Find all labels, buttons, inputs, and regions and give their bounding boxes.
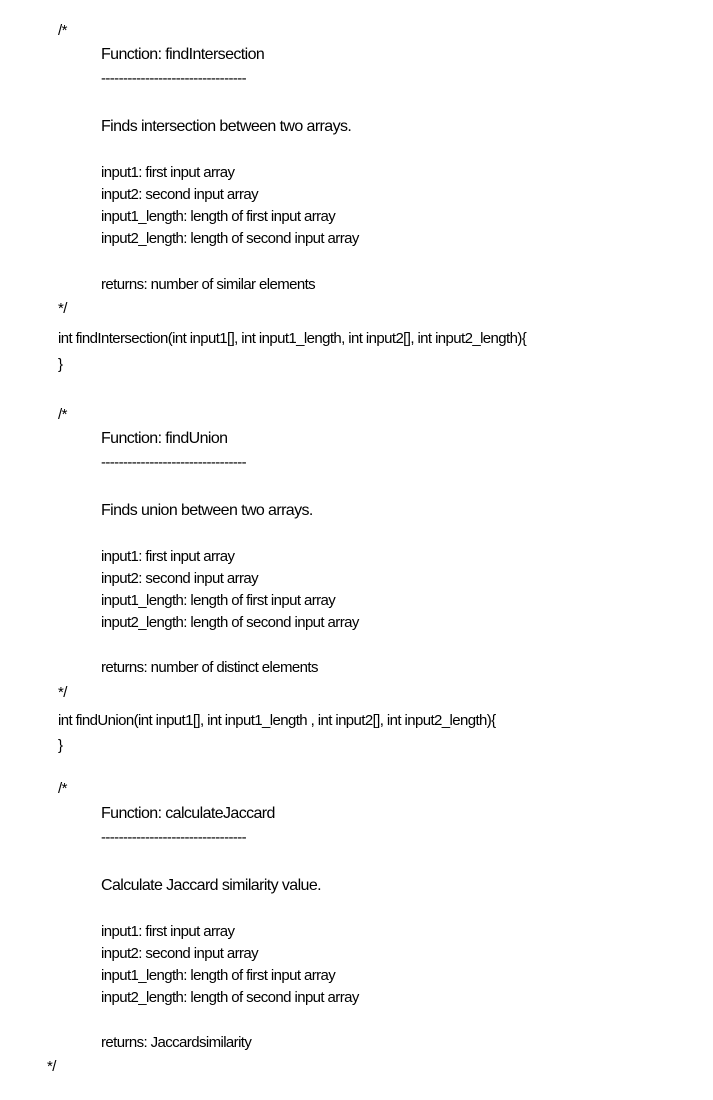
- param-line: input2_length: length of second input array: [101, 989, 359, 1006]
- comment-open: /*: [58, 22, 67, 39]
- param-line: input2_length: length of second input array: [101, 230, 359, 247]
- param-line: input2: second input array: [101, 945, 259, 962]
- returns-line: returns: number of similar elements: [101, 276, 316, 293]
- param-line: input2: second input array: [101, 570, 259, 587]
- param-line: input1_length: length of first input array: [101, 208, 336, 225]
- function-name: Function: findUnion: [101, 430, 228, 447]
- function-body-close: }: [58, 737, 63, 754]
- function-body-close: }: [58, 356, 63, 373]
- comment-open: /*: [58, 406, 67, 423]
- returns-line: returns: number of distinct elements: [101, 659, 318, 676]
- param-line: input1: first input array: [101, 923, 235, 940]
- separator: ---------------------------------: [101, 829, 247, 846]
- comment-close: */: [58, 300, 67, 317]
- returns-line: returns: Jaccardsimilarity: [101, 1034, 252, 1051]
- param-line: input1_length: length of first input array: [101, 967, 336, 984]
- param-line: input2_length: length of second input array: [101, 614, 359, 631]
- function-signature: int findUnion(int input1[], int input1_length , int input2[], int input2_length){: [58, 712, 496, 729]
- comment-close: */: [47, 1058, 56, 1075]
- function-summary: Finds intersection between two arrays.: [101, 118, 352, 135]
- comment-open: /*: [58, 780, 67, 797]
- param-line: input2: second input array: [101, 186, 259, 203]
- param-line: input1: first input array: [101, 164, 235, 181]
- function-name: Function: calculateJaccard: [101, 805, 275, 822]
- param-line: input1_length: length of first input array: [101, 592, 336, 609]
- function-summary: Finds union between two arrays.: [101, 502, 313, 519]
- param-line: input1: first input array: [101, 548, 235, 565]
- separator: ---------------------------------: [101, 70, 247, 87]
- function-summary: Calculate Jaccard similarity value.: [101, 877, 321, 894]
- function-signature: int findIntersection(int input1[], int input1_length, int input2[], int input2_length){: [58, 330, 527, 347]
- function-name: Function: findIntersection: [101, 46, 265, 63]
- comment-close: */: [58, 684, 67, 701]
- separator: ---------------------------------: [101, 454, 247, 471]
